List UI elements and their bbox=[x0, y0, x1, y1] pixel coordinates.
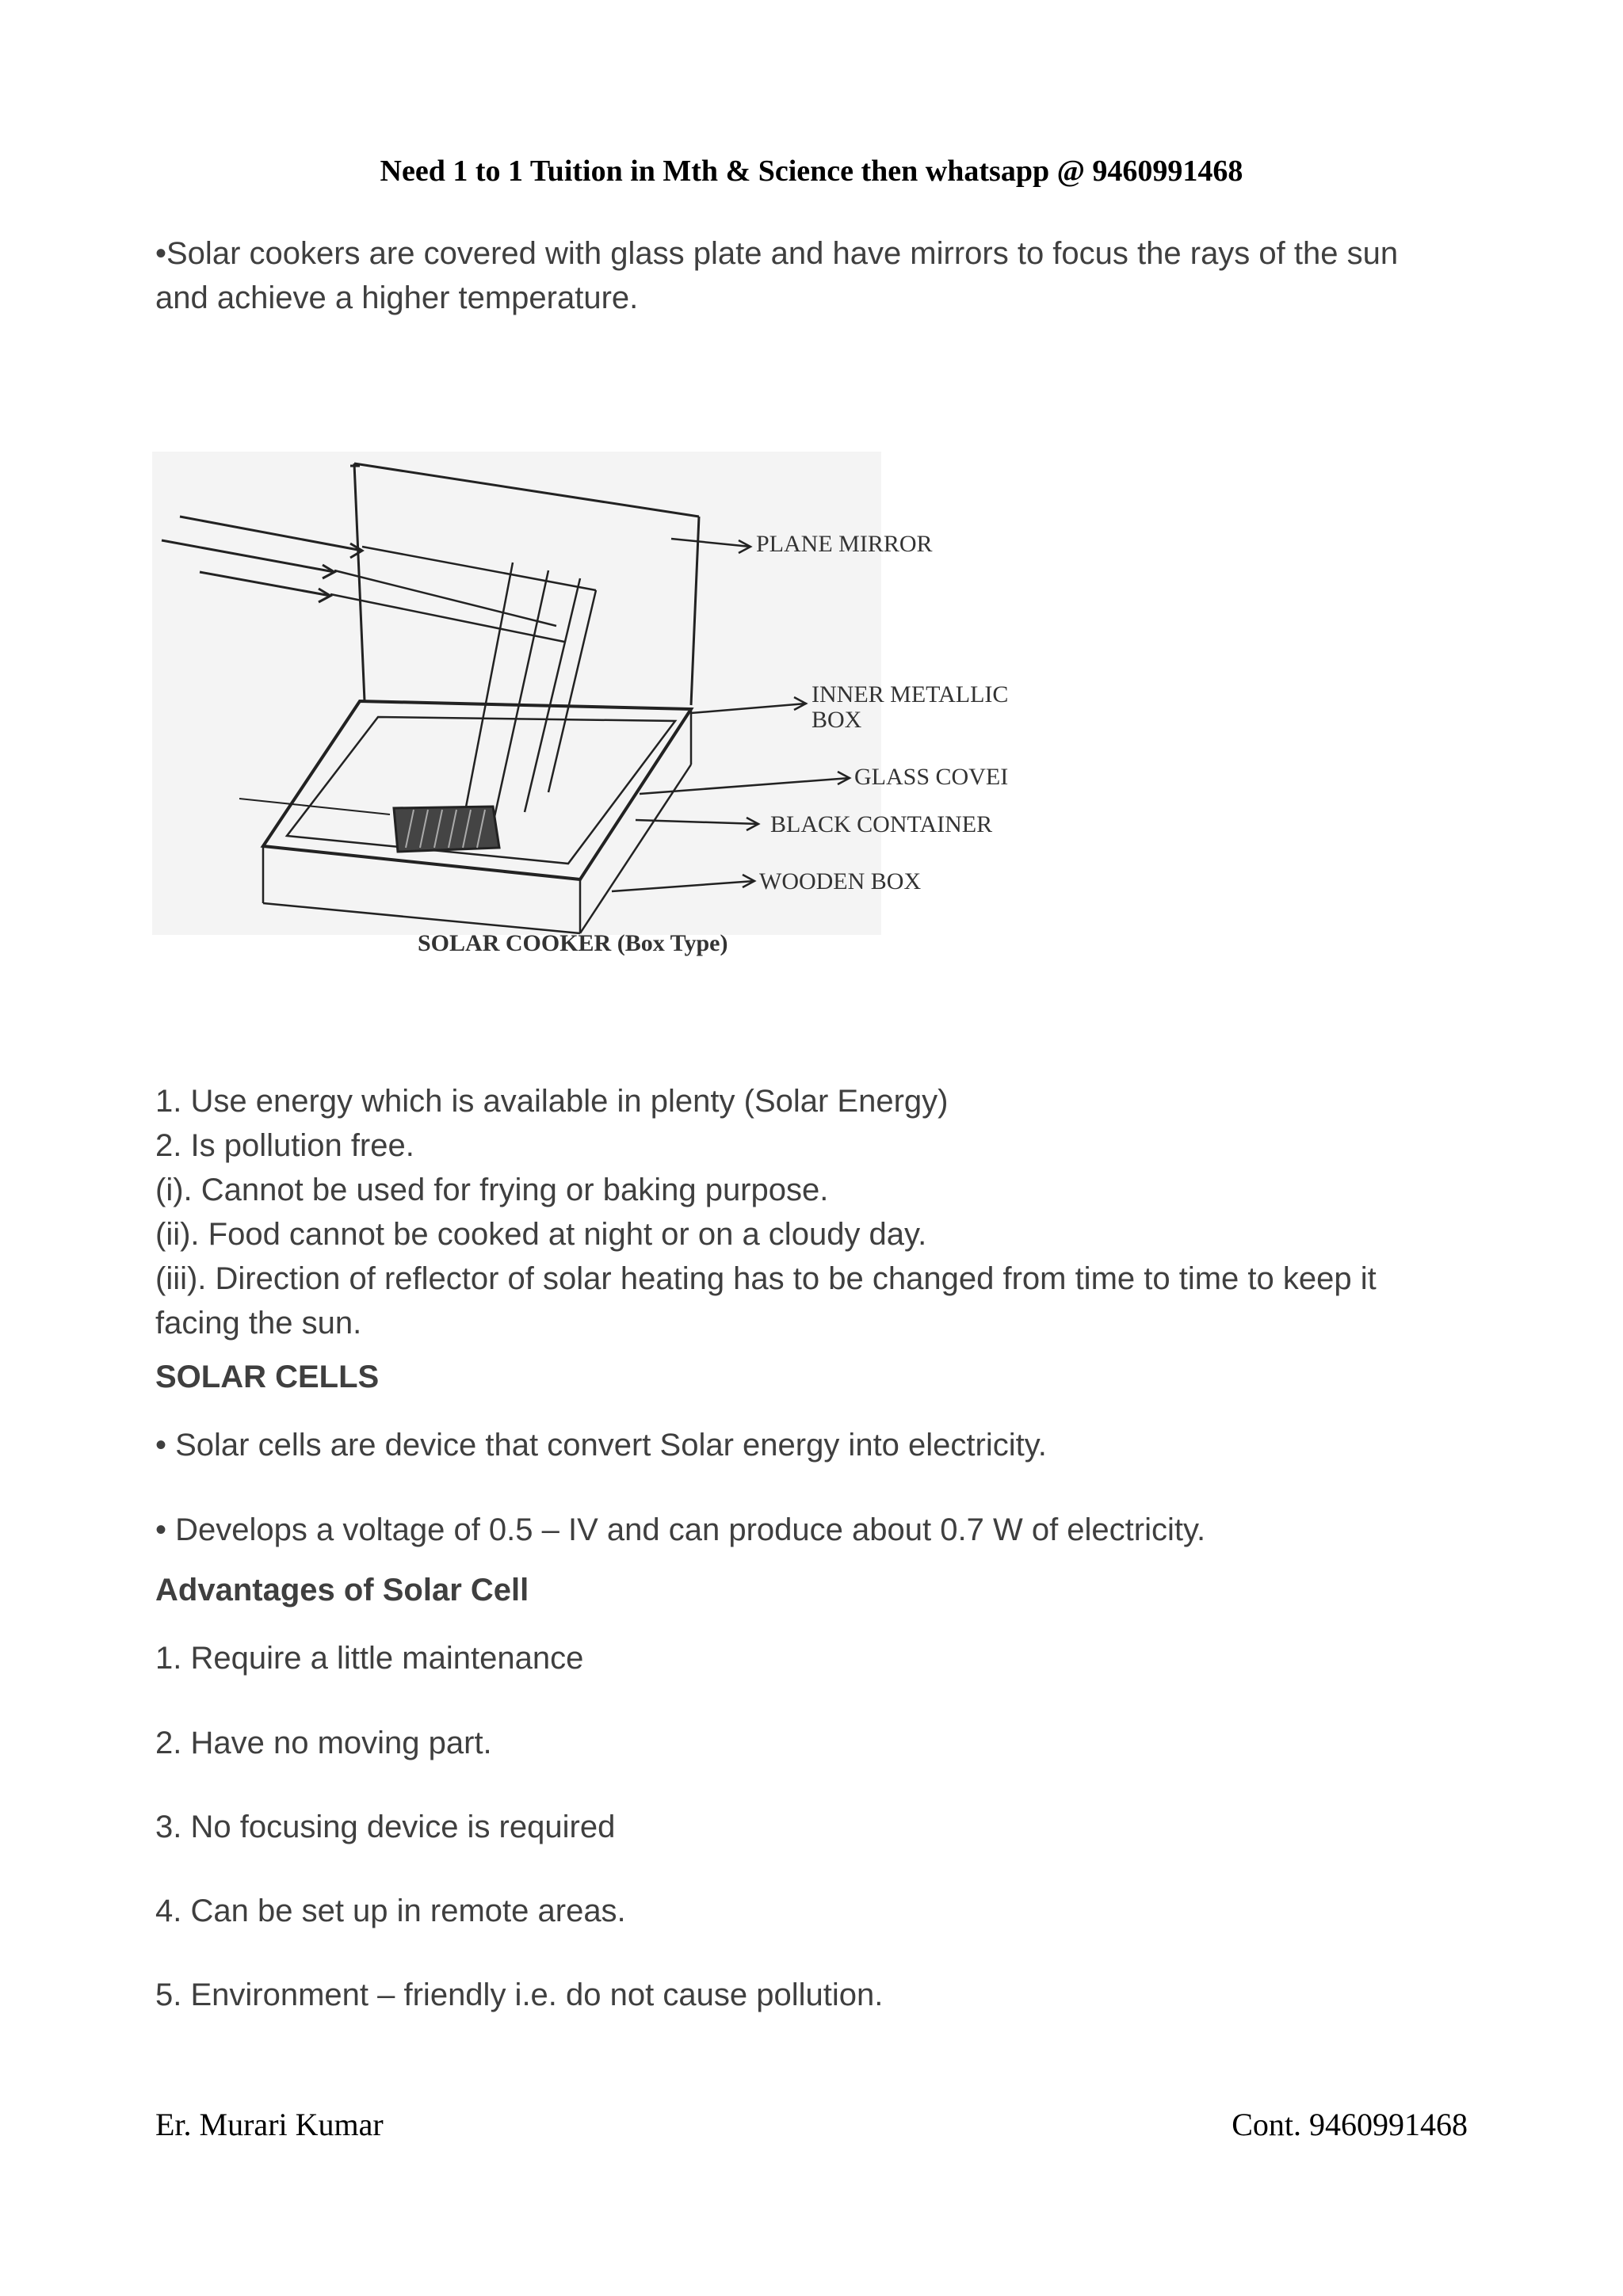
advantages-heading: Advantages of Solar Cell bbox=[155, 1573, 529, 1608]
list-item: 1. Use energy which is available in plenty (Solar Energy) bbox=[155, 1084, 949, 1119]
label-inner-metallic: INNER METALLIC bbox=[812, 681, 1009, 707]
label-black-container: BLACK CONTAINER bbox=[770, 811, 993, 837]
solar-cells-point-2: • Develops a voltage of 0.5 – IV and can produce about 0.7 W of electricity. bbox=[155, 1512, 1206, 1547]
list-item: (ii). Food cannot be cooked at night or on a cloudy day. bbox=[155, 1217, 927, 1252]
page-header-title: Need 1 to 1 Tuition in Mth & Science then whatsapp @ 9460991468 bbox=[380, 154, 1243, 188]
figure-background bbox=[152, 452, 881, 935]
footer-contact: Cont. 9460991468 bbox=[1232, 2107, 1468, 2142]
black-container-shape bbox=[394, 807, 499, 852]
label-wooden-box: WOODEN BOX bbox=[759, 868, 922, 894]
advantage-item: 2. Have no moving part. bbox=[155, 1726, 492, 1760]
solar-cooker-diagram bbox=[152, 452, 1071, 974]
advantage-item: 5. Environment – friendly i.e. do not cause pollution. bbox=[155, 1978, 884, 2012]
list-item: (iii). Direction of reflector of solar heating has to be changed from time to time to keep it bbox=[155, 1261, 1377, 1296]
intro-paragraph bbox=[155, 231, 1455, 320]
intro-line-1: •Solar cookers are covered with glass plate and have mirrors to focus the rays of the sun bbox=[155, 236, 1399, 271]
label-glass-cover: GLASS COVEI bbox=[854, 764, 1009, 790]
list-item: (i). Cannot be used for frying or baking purpose. bbox=[155, 1173, 829, 1207]
advantage-item: 3. No focusing device is required bbox=[155, 1810, 616, 1844]
figure-caption: SOLAR COOKER (Box Type) bbox=[418, 930, 728, 956]
label-plane-mirror: PLANE MIRROR bbox=[756, 531, 933, 557]
list-item: facing the sun. bbox=[155, 1306, 362, 1341]
solar-cooker-figure bbox=[152, 452, 1071, 974]
solar-cells-heading: SOLAR CELLS bbox=[155, 1360, 380, 1394]
label-inner-metallic-box: BOX bbox=[812, 707, 862, 733]
list-item: 2. Is pollution free. bbox=[155, 1128, 414, 1163]
advantage-item: 1. Require a little maintenance bbox=[155, 1641, 584, 1676]
intro-line-2: and achieve a higher temperature. bbox=[155, 280, 639, 315]
footer-author: Er. Murari Kumar bbox=[155, 2107, 384, 2142]
solar-cooker-points bbox=[155, 1079, 1463, 1345]
advantage-item: 4. Can be set up in remote areas. bbox=[155, 1894, 626, 1928]
solar-cells-point-1: • Solar cells are device that convert Solar energy into electricity. bbox=[155, 1428, 1047, 1463]
